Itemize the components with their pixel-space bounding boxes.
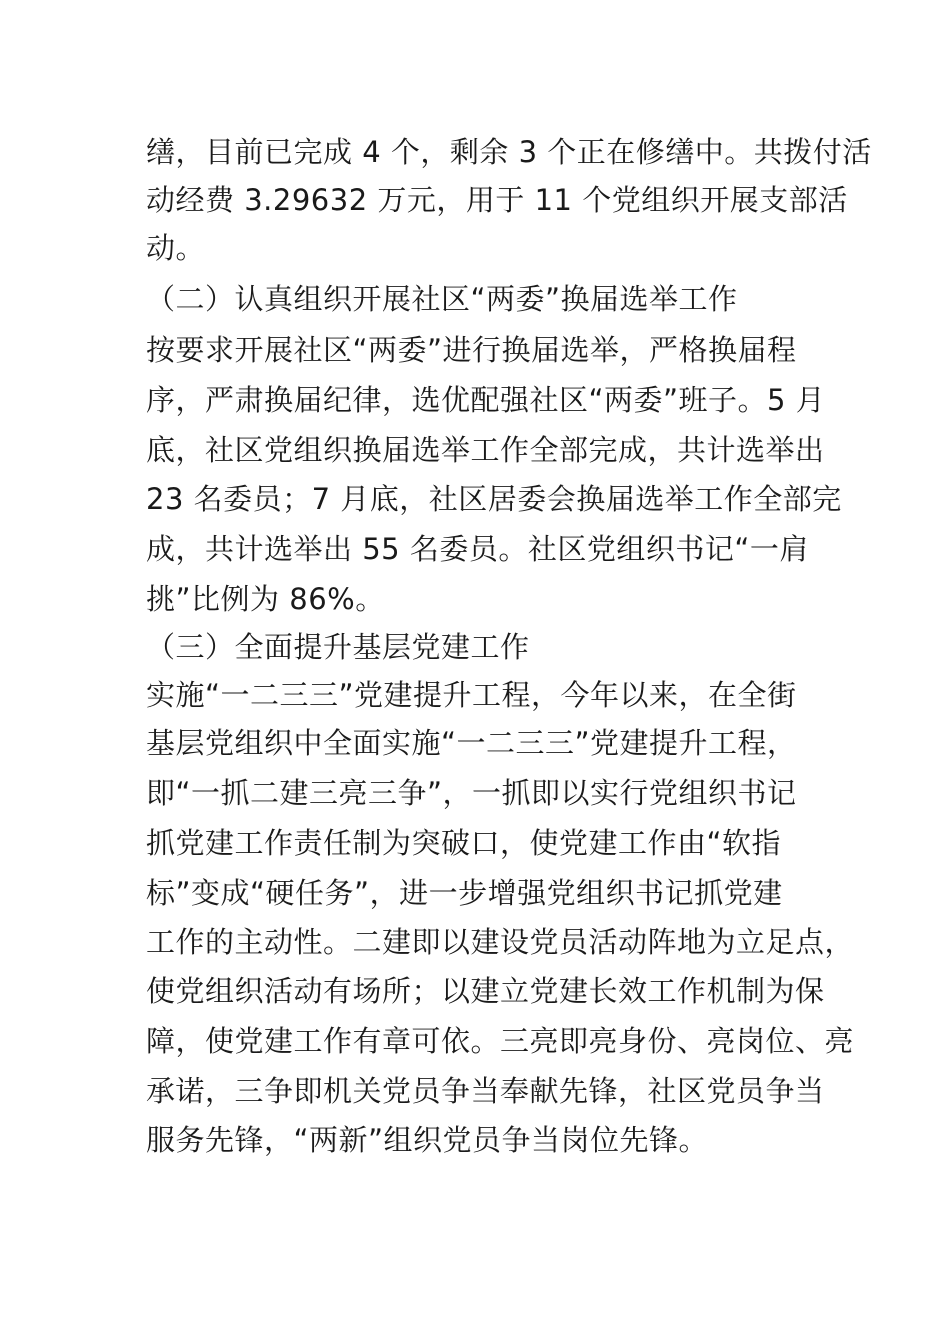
text-line: 动。: [146, 231, 206, 265]
text-line: 按要求开展社区“两委”进行换届选举，严格换届程: [146, 333, 797, 367]
text-line: 挑”比例为 86%。: [146, 582, 385, 616]
text-line: 抓党建工作责任制为突破口，使党建工作由“软指: [146, 826, 782, 860]
section-heading: （三）全面提升基层党建工作: [146, 630, 530, 664]
text-line: 标”变成“硬任务”，进一步增强党组织书记抓党建: [146, 876, 783, 910]
text-line: 序，严肃换届纪律，选优配强社区“两委”班子。5 月: [146, 383, 826, 417]
text-line: 缮，目前已完成 4 个，剩余 3 个正在修缮中。共拨付活: [146, 135, 872, 169]
text-line: 底，社区党组织换届选举工作全部完成，共计选举出: [146, 433, 825, 467]
text-line: 承诺，三争即机关党员争当奉献先锋，社区党员争当: [146, 1074, 825, 1108]
text-line: 动经费 3.29632 万元，用于 11 个党组织开展支部活: [146, 183, 848, 217]
text-line: 实施“一二三三”党建提升工程，今年以来，在全街: [146, 678, 797, 712]
text-line: 服务先锋，“两新”组织党员争当岗位先锋。: [146, 1123, 709, 1157]
text-line: 基层党组织中全面实施“一二三三”党建提升工程，: [146, 726, 797, 760]
text-line: 成，共计选举出 55 名委员。社区党组织书记“一肩: [146, 532, 809, 566]
text-line: 即“一抓二建三亮三争”，一抓即以实行党组织书记: [146, 776, 797, 810]
text-line: 工作的主动性。二建即以建设党员活动阵地为立足点，: [146, 925, 855, 959]
text-line: 23 名委员；7 月底，社区居委会换届选举工作全部完: [146, 482, 842, 516]
text-line: 障，使党建工作有章可依。三亮即亮身份、亮岗位、亮: [146, 1024, 855, 1058]
text-line: 使党组织活动有场所；以建立党建长效工作机制为保: [146, 974, 825, 1008]
section-heading: （二）认真组织开展社区“两委”换届选举工作: [146, 282, 738, 316]
